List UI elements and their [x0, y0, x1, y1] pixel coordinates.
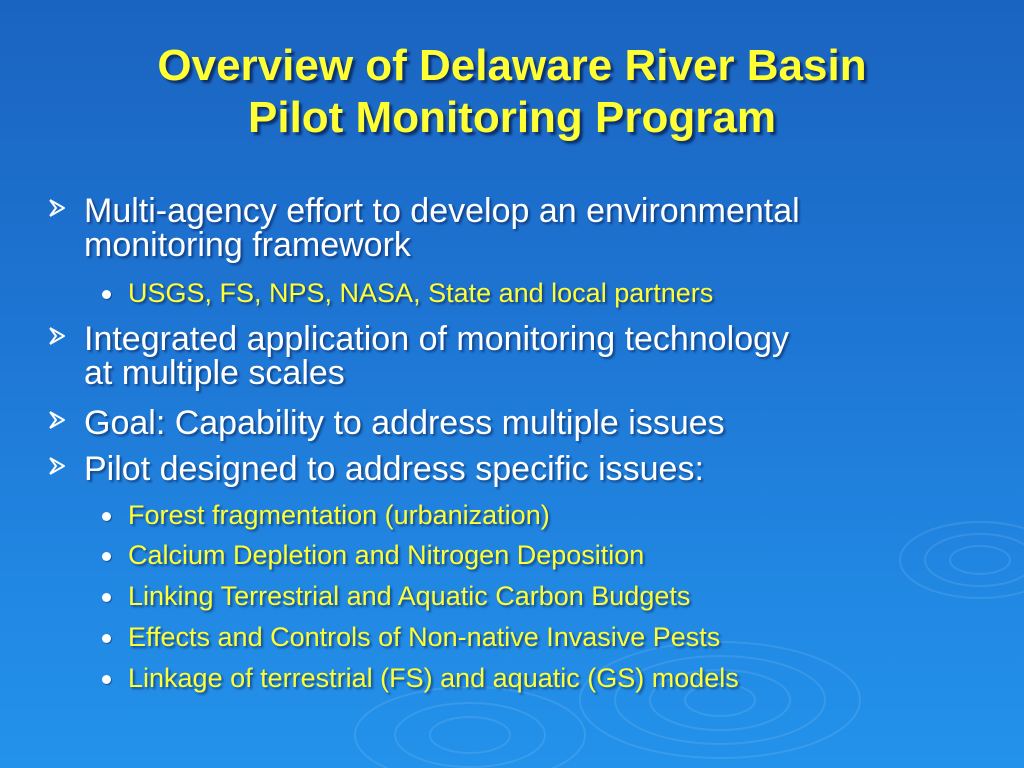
sub-bullet-text: Effects and Controls of Non-native Invasive Pests [128, 622, 721, 652]
sub-bullet-item [128, 540, 644, 570]
slide-title-line-2: Pilot Monitoring Program [248, 93, 776, 142]
sub-bullet-item [128, 500, 550, 530]
bullet-item [84, 452, 704, 486]
bullet-item [84, 406, 725, 440]
bullet-item [84, 322, 789, 390]
bullet-text: Goal: Capability to address multiple issues [84, 404, 725, 442]
dot-bullet-icon [102, 552, 111, 561]
sub-bullet-text: Calcium Depletion and Nitrogen Deposition [128, 540, 645, 570]
sub-bullet-text: Linkage of terrestrial (FS) and aquatic (GS) models [128, 663, 739, 693]
sub-bullet-text: Linking Terrestrial and Aquatic Carbon Budgets [128, 581, 691, 611]
sub-bullet-item [128, 622, 720, 652]
sub-bullet-item [128, 278, 713, 308]
dot-bullet-icon [102, 512, 111, 521]
sub-bullet-item [128, 663, 739, 693]
sub-bullet-text: Forest fragmentation (urbanization) [128, 500, 550, 530]
bullet-text: at multiple scales [84, 354, 345, 392]
bullet-text: monitoring framework [84, 226, 411, 264]
bullet-text: Multi-agency effort to develop an environmental [84, 192, 800, 230]
bullet-text: Integrated application of monitoring technology [84, 320, 790, 358]
slide-title-line-1: Overview of Delaware River Basin [157, 41, 867, 90]
dot-bullet-icon [102, 290, 111, 299]
arrowhead-bullet-icon [46, 409, 68, 431]
bullet-text: Pilot designed to address specific issues: [84, 450, 704, 488]
arrowhead-bullet-icon [46, 325, 68, 347]
arrowhead-bullet-icon [46, 197, 68, 219]
dot-bullet-icon [102, 634, 111, 643]
bullet-item [84, 194, 800, 262]
sub-bullet-item [128, 581, 690, 611]
dot-bullet-icon [102, 675, 111, 684]
dot-bullet-icon [102, 593, 111, 602]
sub-bullet-text: USGS, FS, NPS, NASA, State and local partners [128, 278, 714, 308]
arrowhead-bullet-icon [46, 455, 68, 477]
